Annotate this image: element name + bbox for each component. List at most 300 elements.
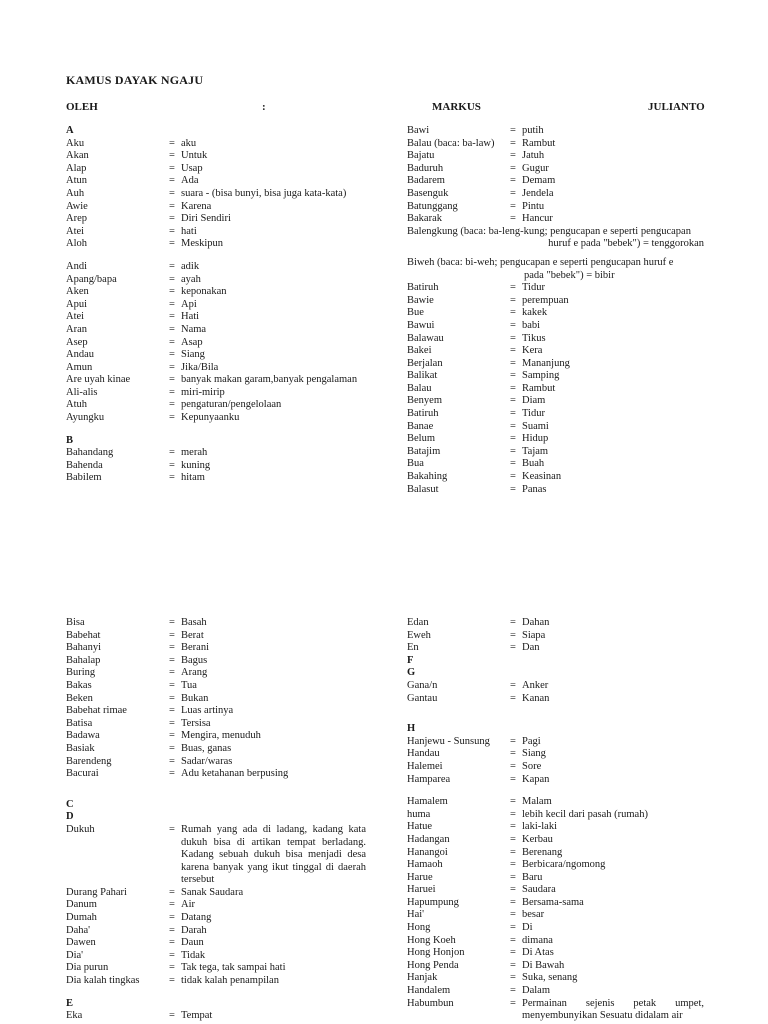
note-balengkung xyxy=(407,226,704,251)
dictionary-entry xyxy=(66,693,366,706)
entry-term: Bua xyxy=(407,458,424,470)
equals-sign: = xyxy=(510,408,516,420)
equals-sign: = xyxy=(510,433,516,445)
dictionary-entry xyxy=(407,909,704,922)
entry-term: huma xyxy=(407,808,431,820)
entry-term: Babehat xyxy=(66,629,101,641)
entry-term: Balau xyxy=(407,382,432,394)
dictionary-entry xyxy=(66,261,366,274)
dictionary-entry xyxy=(407,972,704,985)
entry-definition: Baru xyxy=(522,871,543,883)
dictionary-entry xyxy=(407,960,704,973)
entry-definition: Dalam xyxy=(522,985,550,997)
entry-term: Durang Pahari xyxy=(66,886,127,898)
entry-definition: Berat xyxy=(181,629,204,641)
dictionary-entry xyxy=(66,925,366,938)
entry-term: Hanjak xyxy=(407,972,438,984)
entry-definition: Keasinan xyxy=(522,471,562,483)
equals-sign: = xyxy=(510,187,516,199)
dictionary-entry xyxy=(407,748,704,761)
entry-definition: Tidur xyxy=(522,282,545,294)
entry-definition: suara - (bisa bunyi, bisa juga kata-kata) xyxy=(181,187,347,199)
dictionary-entry xyxy=(66,912,366,925)
equals-sign: = xyxy=(510,307,516,319)
left-column-upper xyxy=(66,125,366,485)
entry-term: Aku xyxy=(66,137,85,149)
entry-definition: Rumah yang ada di ladang, kadang kata dukuh bisa di artikan tempat berladang. Kadang sebuah dukuh bisa menjadi desa karena banyak yang ikut tinggal di daerah tersebut xyxy=(181,823,366,886)
entry-term: Badawa xyxy=(66,730,100,742)
dictionary-entry xyxy=(66,655,366,668)
entry-definition: Permainan sejenis petak umpet, menyembunyikan Sesuatu didalam air xyxy=(522,997,704,1022)
entry-term: Gantau xyxy=(407,692,438,704)
equals-sign: = xyxy=(510,125,516,136)
author-last-name: JULIANTO xyxy=(648,101,705,113)
section-letter-a: A xyxy=(66,125,74,136)
entry-definition: Nama xyxy=(181,323,207,335)
entry-term: Bakei xyxy=(407,345,432,357)
entry-definition: Siang xyxy=(181,349,205,361)
entry-definition: Bagus xyxy=(181,654,208,666)
entry-definition: Kanan xyxy=(522,692,550,704)
equals-sign: = xyxy=(169,654,175,666)
entry-definition: Pintu xyxy=(522,200,545,212)
entry-term: Berjalan xyxy=(407,357,443,369)
entry-term: Baduruh xyxy=(407,162,444,174)
entry-definition: Rambut xyxy=(522,137,556,149)
entry-term: Halemei xyxy=(407,760,443,772)
equals-sign: = xyxy=(510,445,516,457)
equals-sign: = xyxy=(169,730,175,742)
equals-sign: = xyxy=(510,370,516,382)
entry-term: Arep xyxy=(66,213,87,225)
equals-sign: = xyxy=(510,859,516,871)
equals-sign: = xyxy=(510,997,516,1009)
equals-sign: = xyxy=(510,294,516,306)
entry-term: Bahandang xyxy=(66,447,114,459)
entry-definition: Pagi xyxy=(522,735,541,747)
entry-definition: Sanak Saudara xyxy=(181,886,244,898)
dictionary-entry xyxy=(66,337,366,350)
entry-definition: Panas xyxy=(522,483,547,495)
entry-term: Edan xyxy=(407,617,429,628)
entry-definition: dimana xyxy=(522,934,553,946)
entry-definition: Tidur xyxy=(522,408,545,420)
entry-definition: Kera xyxy=(522,345,543,357)
entry-term: Belum xyxy=(407,433,435,445)
equals-sign: = xyxy=(169,273,175,285)
dictionary-entry xyxy=(407,370,704,383)
entry-definition: pengaturan/pengelolaan xyxy=(181,399,282,411)
dictionary-entry xyxy=(66,299,366,312)
entry-definition: Asap xyxy=(181,336,203,348)
equals-sign: = xyxy=(510,150,516,162)
dictionary-entry xyxy=(407,433,704,446)
dictionary-entry xyxy=(66,163,366,176)
entry-definition: Di Atas xyxy=(522,947,554,959)
section-letter-g: G xyxy=(407,667,416,679)
equals-sign: = xyxy=(169,692,175,704)
entry-term: Haruei xyxy=(407,884,436,896)
entry-definition: Di xyxy=(522,922,533,934)
left-column-lower xyxy=(66,617,366,1023)
entry-term: Batunggang xyxy=(407,200,458,212)
entry-term: Ayungku xyxy=(66,412,105,424)
section-letter-e: E xyxy=(66,997,74,1009)
entry-definition: keponakan xyxy=(181,286,227,298)
entry-term: Are uyah kinae xyxy=(66,374,131,386)
entry-definition: Suami xyxy=(522,420,549,432)
dictionary-entry xyxy=(407,320,704,333)
entry-term: Hong Koeh xyxy=(407,934,456,946)
equals-sign: = xyxy=(169,213,175,225)
equals-sign: = xyxy=(510,760,516,772)
dictionary-entry xyxy=(66,899,366,912)
document-title: KAMUS DAYAK NGAJU xyxy=(66,73,204,87)
equals-sign: = xyxy=(169,975,175,987)
equals-sign: = xyxy=(169,667,175,679)
dictionary-entry xyxy=(66,324,366,337)
entry-definition: kuning xyxy=(181,459,211,471)
byline-colon: : xyxy=(262,101,266,113)
dictionary-entry xyxy=(66,950,366,963)
section-letter-b: B xyxy=(66,434,74,446)
dictionary-entry xyxy=(407,484,704,497)
entry-term: Bahenda xyxy=(66,459,103,471)
entry-term: Amun xyxy=(66,361,93,373)
entry-term: Bawie xyxy=(407,294,434,306)
dictionary-entry xyxy=(66,387,366,400)
equals-sign: = xyxy=(510,357,516,369)
entry-definition: Adu ketahanan berpusing xyxy=(181,768,289,780)
dictionary-entry xyxy=(66,617,366,630)
entries-a2 xyxy=(66,261,366,425)
entry-term: Habumbun xyxy=(407,997,454,1009)
equals-sign: = xyxy=(169,187,175,199)
dictionary-entry xyxy=(407,897,704,910)
equals-sign: = xyxy=(169,886,175,898)
entries-g1 xyxy=(407,680,704,705)
entry-term: Alap xyxy=(66,162,87,174)
dictionary-entry xyxy=(407,935,704,948)
entry-term: Bawui xyxy=(407,319,435,331)
entry-term: Dia' xyxy=(66,949,84,961)
equals-sign: = xyxy=(169,912,175,924)
dictionary-entry xyxy=(66,887,366,900)
entry-definition: lebih kecil dari pasah (rumah) xyxy=(522,808,648,820)
equals-sign: = xyxy=(169,374,175,386)
dictionary-entry xyxy=(407,884,704,897)
dictionary-entry xyxy=(66,768,366,781)
entry-definition: Berani xyxy=(181,642,209,654)
entry-term: Hong xyxy=(407,922,431,934)
entry-definition: Basah xyxy=(181,617,207,628)
entry-term: Bahanyi xyxy=(66,642,101,654)
dictionary-entry xyxy=(407,796,704,809)
entry-term: Bahalap xyxy=(66,654,101,666)
entry-definition: Berbicara/ngomong xyxy=(522,859,606,871)
entry-definition: Untuk xyxy=(181,150,208,162)
equals-sign: = xyxy=(169,336,175,348)
entry-term: Eka xyxy=(66,1010,83,1022)
equals-sign: = xyxy=(169,286,175,298)
entry-term: Bisa xyxy=(66,617,85,628)
entry-definition: Anker xyxy=(522,679,549,691)
equals-sign: = xyxy=(169,642,175,654)
entry-definition: Api xyxy=(181,298,197,310)
entry-definition: Hancur xyxy=(522,213,553,225)
equals-sign: = xyxy=(169,150,175,162)
entries-h1 xyxy=(407,736,704,786)
entry-term: Barendeng xyxy=(66,755,112,767)
entry-definition: Dahan xyxy=(522,617,550,628)
entry-term: Batiruh xyxy=(407,282,439,294)
entry-term: Basiak xyxy=(66,742,95,754)
entry-definition: Mengira, menuduh xyxy=(181,730,261,742)
entry-definition: Tajam xyxy=(522,445,549,457)
equals-sign: = xyxy=(169,1010,175,1022)
equals-sign: = xyxy=(510,922,516,934)
entry-definition: hitam xyxy=(181,472,205,484)
dictionary-entry xyxy=(66,824,366,887)
entry-definition: Kepunyaanku xyxy=(181,412,240,424)
entry-term: Bajatu xyxy=(407,150,435,162)
entry-term: Bakarak xyxy=(407,213,442,225)
dictionary-entry xyxy=(407,421,704,434)
entry-term: Dumah xyxy=(66,912,97,924)
dictionary-entry xyxy=(66,226,366,239)
equals-sign: = xyxy=(510,833,516,845)
entries-e2 xyxy=(407,617,704,655)
dictionary-entry xyxy=(407,333,704,346)
equals-sign: = xyxy=(510,471,516,483)
equals-sign: = xyxy=(510,947,516,959)
entry-definition: banyak makan garam,banyak pengalaman xyxy=(181,374,358,386)
equals-sign: = xyxy=(510,934,516,946)
entry-term: Hatue xyxy=(407,821,433,833)
entries-b1 xyxy=(66,447,366,485)
entry-definition: Kapan xyxy=(522,773,550,785)
dictionary-entry xyxy=(407,736,704,749)
entry-definition: miri-mirip xyxy=(181,386,225,398)
equals-sign: = xyxy=(510,959,516,971)
dictionary-entry xyxy=(66,1010,366,1023)
dictionary-entry xyxy=(407,872,704,885)
entry-term: Atei xyxy=(66,225,85,237)
entry-term: Hong Penda xyxy=(407,959,459,971)
entries-b3 xyxy=(407,282,704,496)
equals-sign: = xyxy=(510,846,516,858)
equals-sign: = xyxy=(510,748,516,760)
entry-definition: laki-laki xyxy=(522,821,557,833)
entry-term: Hong Honjon xyxy=(407,947,465,959)
dictionary-entry xyxy=(66,756,366,769)
entry-definition: hati xyxy=(181,225,197,237)
dictionary-entry xyxy=(407,859,704,872)
entry-definition: Bukan xyxy=(181,692,209,704)
entry-definition: Darah xyxy=(181,924,207,936)
equals-sign: = xyxy=(169,768,175,780)
section-letter-f: F xyxy=(407,654,414,666)
dictionary-entry xyxy=(407,458,704,471)
equals-sign: = xyxy=(169,742,175,754)
equals-sign: = xyxy=(510,332,516,344)
equals-sign: = xyxy=(169,412,175,424)
note-balengkung-line2: huruf e pada "bebek") = tenggorokan xyxy=(548,238,704,250)
dictionary-entry xyxy=(66,642,366,655)
entry-definition: Buas, ganas xyxy=(181,742,232,754)
equals-sign: = xyxy=(510,642,516,654)
entry-term: Gana/n xyxy=(407,679,438,691)
entry-term: Benyem xyxy=(407,395,442,407)
equals-sign: = xyxy=(510,213,516,225)
dictionary-entry xyxy=(66,188,366,201)
equals-sign: = xyxy=(510,483,516,495)
equals-sign: = xyxy=(169,924,175,936)
entry-definition: Tua xyxy=(181,679,197,691)
entry-term: Balasut xyxy=(407,483,439,495)
entry-definition: babi xyxy=(522,319,541,331)
equals-sign: = xyxy=(510,282,516,294)
dictionary-entry xyxy=(66,680,366,693)
entry-definition: Malam xyxy=(522,796,552,808)
dictionary-entry xyxy=(66,975,366,988)
entry-definition: tidak kalah penampilan xyxy=(181,975,279,987)
equals-sign: = xyxy=(510,821,516,833)
entry-definition: Diri Sendiri xyxy=(181,213,231,225)
entry-definition: Luas artinya xyxy=(181,705,234,717)
entries-a1 xyxy=(66,138,366,251)
entry-term: Eweh xyxy=(407,629,431,641)
entry-term: Banae xyxy=(407,420,434,432)
entry-definition: Saudara xyxy=(522,884,556,896)
entry-term: Hai' xyxy=(407,909,425,921)
dictionary-entry xyxy=(407,213,704,226)
equals-sign: = xyxy=(169,386,175,398)
dictionary-entry xyxy=(407,358,704,371)
equals-sign: = xyxy=(169,899,175,911)
entry-definition: Jika/Bila xyxy=(181,361,219,373)
entry-term: En xyxy=(407,642,419,654)
dictionary-entry xyxy=(66,630,366,643)
dictionary-entry xyxy=(407,163,704,176)
dictionary-entry xyxy=(66,213,366,226)
dictionary-entry xyxy=(407,985,704,998)
entry-definition: ayah xyxy=(181,273,201,285)
entry-definition: Hati xyxy=(181,311,200,323)
dictionary-entry xyxy=(407,680,704,693)
dictionary-entry xyxy=(66,286,366,299)
equals-sign: = xyxy=(510,175,516,187)
entry-definition: Usap xyxy=(181,162,203,174)
entries-b2 xyxy=(407,125,704,226)
equals-sign: = xyxy=(510,909,516,921)
dictionary-entry xyxy=(66,937,366,950)
dictionary-entry xyxy=(407,395,704,408)
dictionary-entry xyxy=(407,188,704,201)
dictionary-entry xyxy=(66,274,366,287)
entry-definition: adik xyxy=(181,260,200,272)
entry-term: Handalem xyxy=(407,985,451,997)
entry-definition: Demam xyxy=(522,175,556,187)
entry-definition: Gugur xyxy=(522,162,549,174)
entry-term: Bue xyxy=(407,307,424,319)
dictionary-entry xyxy=(407,125,704,138)
entries-e1 xyxy=(66,1010,366,1023)
entry-definition: Kerbau xyxy=(522,833,553,845)
entry-definition: Mananjung xyxy=(522,357,570,369)
entry-term: Aran xyxy=(66,323,87,335)
entry-term: Andi xyxy=(66,260,87,272)
section-letter-d: D xyxy=(66,811,74,823)
dictionary-entry xyxy=(407,150,704,163)
entry-definition: Sore xyxy=(522,760,542,772)
dictionary-entry xyxy=(66,472,366,485)
equals-sign: = xyxy=(169,323,175,335)
equals-sign: = xyxy=(169,949,175,961)
dictionary-entry xyxy=(407,408,704,421)
dictionary-entry xyxy=(66,201,366,214)
equals-sign: = xyxy=(510,345,516,357)
entry-term: Babilem xyxy=(66,472,102,484)
entry-term: Ali-alis xyxy=(66,386,98,398)
equals-sign: = xyxy=(510,162,516,174)
entry-definition: merah xyxy=(181,447,208,459)
entry-term: Daha' xyxy=(66,924,91,936)
equals-sign: = xyxy=(510,395,516,407)
entry-term: Buring xyxy=(66,667,96,679)
entry-term: Harue xyxy=(407,871,433,883)
dictionary-entry xyxy=(66,349,366,362)
dictionary-entry xyxy=(407,307,704,320)
entry-term: Danum xyxy=(66,899,97,911)
dictionary-entry xyxy=(407,617,704,630)
dictionary-entry xyxy=(407,821,704,834)
entry-definition: Arang xyxy=(181,667,208,679)
entry-term: Basenguk xyxy=(407,187,449,199)
entry-definition: Dan xyxy=(522,642,540,654)
entry-term: Aken xyxy=(66,286,89,298)
entry-definition: Daun xyxy=(181,937,204,949)
dictionary-entry xyxy=(407,295,704,308)
equals-sign: = xyxy=(169,162,175,174)
entry-definition: Rambut xyxy=(522,382,556,394)
dictionary-entry xyxy=(66,412,366,425)
entry-term: Dukuh xyxy=(66,823,95,835)
equals-sign: = xyxy=(510,735,516,747)
equals-sign: = xyxy=(510,137,516,149)
entry-definition: Jendela xyxy=(522,187,554,199)
entry-term: Batiruh xyxy=(407,408,439,420)
dictionary-entry xyxy=(66,718,366,731)
dictionary-entry xyxy=(407,471,704,484)
equals-sign: = xyxy=(510,692,516,704)
entries-b4 xyxy=(66,617,366,781)
entry-term: Batajim xyxy=(407,445,441,457)
entry-definition: Di Bawah xyxy=(522,959,565,971)
entry-definition: Tersisa xyxy=(181,717,211,729)
entry-definition: Tikus xyxy=(522,332,546,344)
entry-term: Bawi xyxy=(407,125,430,136)
entry-definition: Meskipun xyxy=(181,238,223,250)
equals-sign: = xyxy=(169,717,175,729)
dictionary-entry xyxy=(407,345,704,358)
entry-definition: Air xyxy=(181,899,195,911)
entry-definition: Tempat xyxy=(181,1010,213,1022)
entry-term: Beken xyxy=(66,692,93,704)
entry-definition: Suka, senang xyxy=(522,972,578,984)
dictionary-entry xyxy=(407,383,704,396)
dictionary-entry xyxy=(407,138,704,151)
